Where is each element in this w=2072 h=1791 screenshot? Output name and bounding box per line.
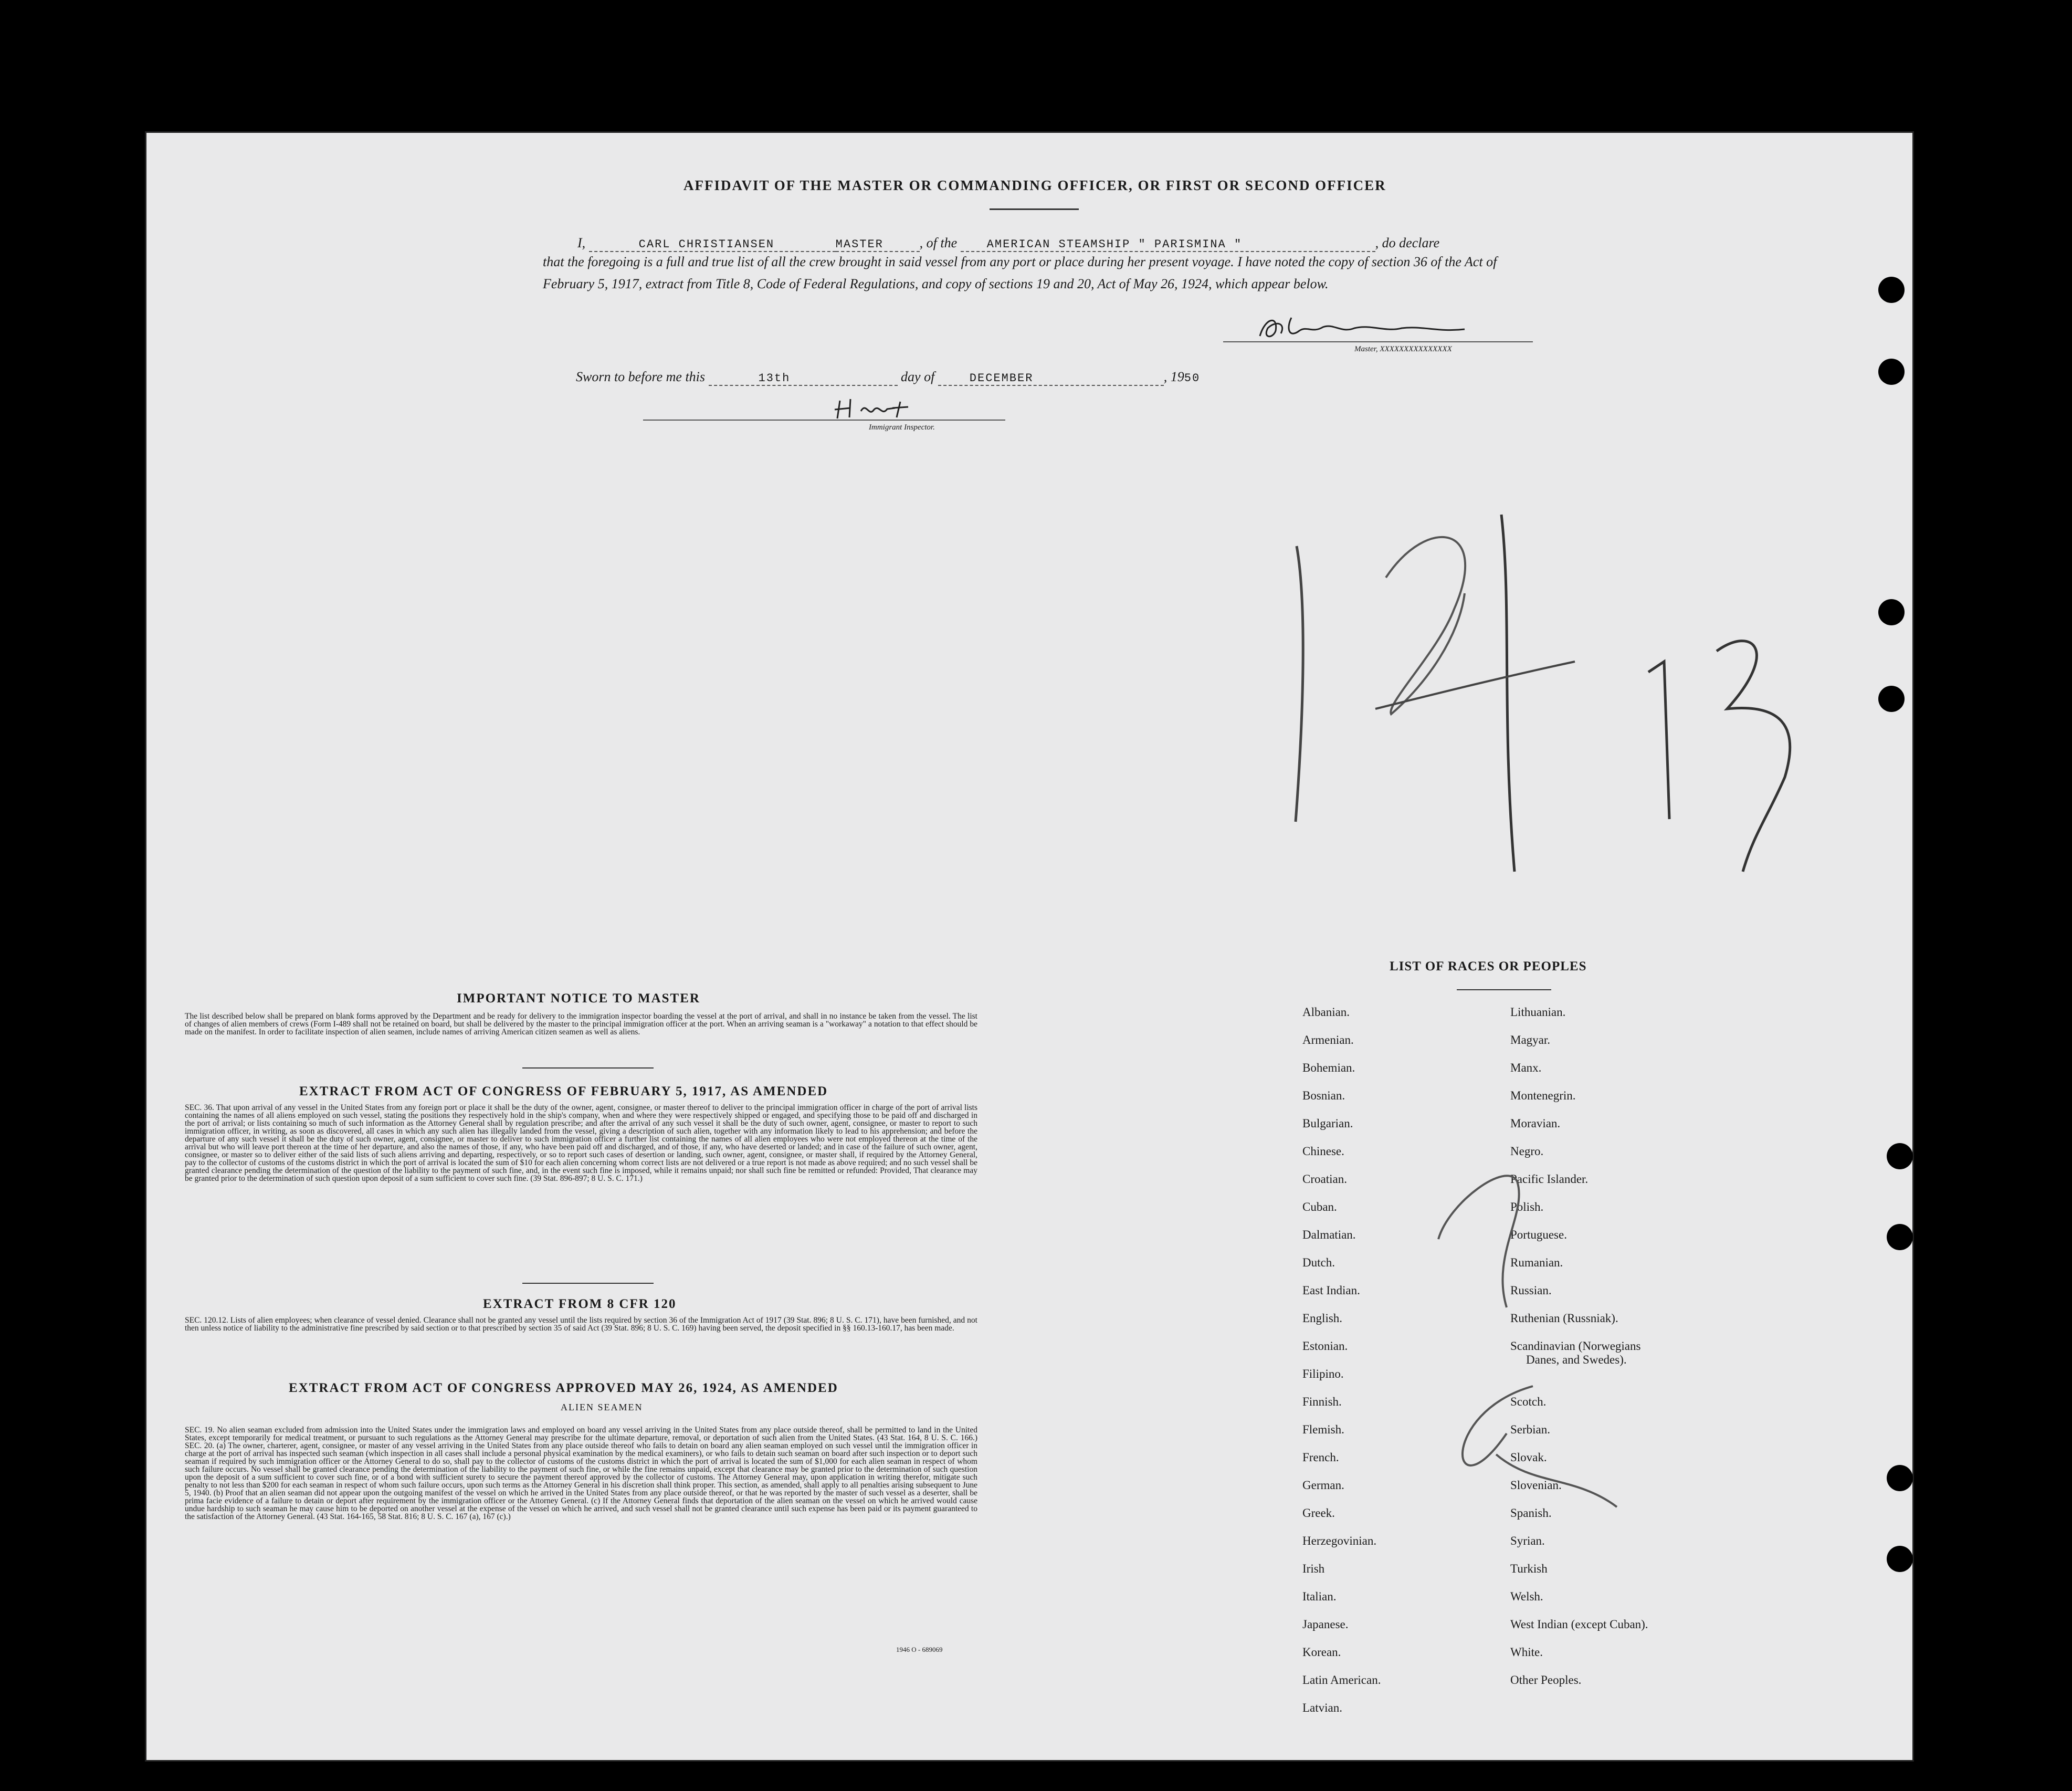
race-item: Slovenian. xyxy=(1510,1479,1562,1492)
punch-hole xyxy=(1887,1546,1913,1572)
race-item: Ruthenian (Russniak). xyxy=(1510,1312,1618,1325)
year-prefix: , 19 xyxy=(1163,369,1184,384)
race-item: Estonian. xyxy=(1302,1339,1348,1353)
extract-cfr-title: EXTRACT FROM 8 CFR 120 xyxy=(483,1297,677,1311)
race-item: Serbian. xyxy=(1510,1423,1551,1436)
punch-hole xyxy=(1878,277,1905,303)
sworn-day: 13th xyxy=(758,372,791,385)
sworn-line xyxy=(576,369,1200,386)
master-signature xyxy=(1249,307,1522,344)
extract-1924-title: EXTRACT FROM ACT OF CONGRESS APPROVED MAY 26, 1924, AS AMENDED xyxy=(289,1381,838,1395)
notice-divider xyxy=(522,1067,654,1069)
extract-1917-title: EXTRACT FROM ACT OF CONGRESS OF FEBRUARY 5, 1917, AS AMENDED xyxy=(299,1084,828,1098)
notice-text: The list described below shall be prepared on blank forms approved by the Department and be ready for delivery to the immigration inspector boarding the vessel at the port of arrival, and shall in no instance be taken from the vessel. The list of changes of alien members of crews (Form I-489 shall not be retained on board, but shall be delivered by the master to the principal immigration officer at the port. When an arriving seaman is a "workaway" a notation to that effect should be made on the manifest. In order to facilitate inspection of alien seamen, include names of arriving American citizen seamen as well as aliens. xyxy=(185,1012,977,1036)
race-item: Filipino. xyxy=(1302,1367,1344,1380)
notice-title: IMPORTANT NOTICE TO MASTER xyxy=(457,991,700,1006)
declaration-statement: that the foregoing is a full and true list of all the crew brought in said vessel from any port or place during her present voyage. I have noted the copy of section 36 of the Act of February 5, 1917, extract from Title 8, Code of Federal Regulations, and copy of sections 19 and 20, Act of May 26, 1924, which appear below. xyxy=(543,254,1497,291)
race-item: Korean. xyxy=(1302,1646,1341,1659)
race-item: Greek. xyxy=(1302,1506,1335,1520)
race-item: Portuguese. xyxy=(1510,1228,1567,1241)
extract-1917-text: SEC. 36. That upon arrival of any vessel in the United States from any foreign port or place it shall be the duty of the owner, agent, consignee, or master thereof to deliver to the principal immigration officer in charge of the port of arrival lists containing the names of all aliens employed on such vessel, stating the positions they respectively hold in the ship's company, when and where they were respectively shipped or engaged, and specifying those to be paid off and discharged in the port of arrival; or lists containing so much of such information as the Attorney General shall by regulation prescribe; and after the arrival of any such vessel it shall be the duty of such owner, agent, consignee, or master to report to such immigration officer, in writing, as soon as discovered, all cases in which any such alien has illegally landed from the vessel, giving a description of such alien, together with any information likely to lead to his apprehension; and before the departure of any such vessel it shall be the duty of such owner, agent, consignee, or master to deliver to such immigration officer a further list containing the names of all alien employees who were not employed thereon at the time of the arrival but who will leave port thereon at the time of her departure, and also the names of those, if any, who have been paid off and discharged, and of those, if any, who have deserted or landed; and in case of the failure of such owner, agent, consignee, or master so to deliver either of the said lists of such aliens arriving and departing, respectively, or so to report such cases of desertion or landing, such owner, agent, consignee, or master shall, if required by the Attorney General, pay to the collector of customs of the customs district in which the port of arrival is located the sum of $10 for each alien concerning whom correct lists are not delivered or a true report is not made as above required; and no such vessel shall be granted clearance pending the determination of the question of the liability to the payment of such fine, and, in the event such fine is imposed, while it remains unpaid; nor shall such fine be remitted or refunded: Provided, That clearance may be granted prior to the determination of such question upon deposit of a sum sufficient to cover such fine. (39 Stat. 896-897; 8 U. S. C. 171.) xyxy=(185,1103,977,1183)
race-item: Moravian. xyxy=(1510,1117,1561,1130)
inspector-line xyxy=(643,420,1005,421)
race-item: Bohemian. xyxy=(1302,1061,1355,1074)
handwritten-number xyxy=(1281,504,1816,882)
race-item: Bulgarian. xyxy=(1302,1117,1353,1130)
race-item: Syrian. xyxy=(1510,1534,1545,1547)
punch-hole xyxy=(1878,359,1905,385)
race-item: Croatian. xyxy=(1302,1172,1347,1186)
of-the-text: , of the xyxy=(919,235,958,250)
race-item: White. xyxy=(1510,1646,1543,1659)
races-divider xyxy=(1457,989,1551,990)
pronoun: I, xyxy=(577,235,586,250)
vessel-name: AMERICAN STEAMSHIP " PARISMINA " xyxy=(986,238,1243,251)
day-of-text: day of xyxy=(901,369,935,384)
race-item: Welsh. xyxy=(1510,1590,1543,1603)
handwritten-mark-2 xyxy=(1428,1139,1627,1517)
race-item: Latvian. xyxy=(1302,1701,1342,1714)
race-item: Dalmatian. xyxy=(1302,1228,1356,1241)
extract-1924-text: SEC. 19. No alien seaman excluded from admission into the United States under the immigration laws and employed on board any vessel arriving in the United States from any place outside thereof, shall be permitted to land in the United States, except temporarily for medical treatment, or pursuant to such regulations as the Attorney General may prescribe for the ultimate departure, removal, or deportation of such alien from the United States. (43 Stat. 164, 8 U. S. C. 166.) SEC. 20. (a) The owner, charterer, agent, consignee, or master of any vessel arriving in the United States from any place outside thereof who fails to detain on board any alien seaman employed on such vessel until the immigration officer in charge at the port of arrival has inspected such seaman (which inspection in all cases shall include a personal physical examination by the medical examiners), or who fails to detain such seaman on board after such inspection or to deport such seaman if required by such immigration officer or the Attorney General to do so, shall pay to the collector of customs of the customs district in which the port of arrival is located the sum of $1,000 for each alien seaman in respect of whom such failure occurs. No vessel shall be granted clearance pending the determination of the liability to the payment of such fine, or while the fine remains unpaid, except that clearance may be granted prior to the determination of such question upon the deposit of a sum sufficient to cover such fine, or of a bond with sufficient surety to secure the payment thereof approved by the collector of customs. The Attorney General may, upon application in writing therefor, mitigate such penalty to not less than $200 for each seaman in respect of whom such failure occurs, upon such terms as the Attorney General in his discretion shall think proper. This section, as amended, shall apply to all penalties arising subsequent to June 5, 1940. (b) Proof that an alien seaman did not appear upon the outgoing manifest of the vessel on which he arrived in the United States from any place outside thereof, or that he was reported by the master of such vessel as a deserter, shall be prima facie evidence of a failure to detain or deport after requirement by the immigration officer or the Attorney General. (c) If the Attorney General finds that deportation of the alien seaman on the vessel on which he arrived would cause undue hardship to such seaman he may cause him to be deported on another vessel at the expense of the vessel on which he arrived, and such vessel shall not be granted clearance until such expense has been paid or its payment guaranteed to the satisfaction of the Attorney General. (43 Stat. 164-165, 58 Stat. 816; 8 U. S. C. 167 (a), 167 (c).) xyxy=(185,1426,977,1521)
inspector-signature xyxy=(829,396,934,423)
race-item: Irish xyxy=(1302,1562,1325,1575)
race-item: Scandinavian (Norwegians xyxy=(1510,1339,1641,1353)
race-item: Chinese. xyxy=(1302,1145,1344,1158)
extract-1917-divider xyxy=(522,1283,654,1284)
race-item: Montenegrin. xyxy=(1510,1089,1576,1102)
sworn-month: DECEMBER xyxy=(969,372,1034,385)
punch-hole xyxy=(1887,1465,1913,1491)
race-item: Scotch. xyxy=(1510,1395,1547,1408)
race-item: East Indian. xyxy=(1302,1284,1360,1297)
race-item: Italian. xyxy=(1302,1590,1337,1603)
race-item: Cuban. xyxy=(1302,1200,1337,1213)
declaration-line xyxy=(577,235,1439,252)
race-item: Latin American. xyxy=(1302,1673,1381,1687)
race-item: Albanian. xyxy=(1302,1006,1350,1019)
sworn-prefix: Sworn to before me this xyxy=(576,369,706,384)
signature-caption: Master, XXXXXXXXXXXXXXX xyxy=(1354,345,1452,353)
race-item: Turkish xyxy=(1510,1562,1548,1575)
title-divider xyxy=(990,208,1079,210)
race-item: Lithuanian. xyxy=(1510,1006,1566,1019)
punch-hole xyxy=(1878,686,1905,712)
race-item: Armenian. xyxy=(1302,1033,1354,1046)
races-title: LIST OF RACES OR PEOPLES xyxy=(1390,959,1587,973)
race-item: Pacific Islander. xyxy=(1510,1172,1589,1186)
race-item: Polish. xyxy=(1510,1200,1544,1213)
do-declare-text: , do declare xyxy=(1375,235,1440,250)
inspector-caption: Immigrant Inspector. xyxy=(869,423,935,432)
extract-1924-subtitle: ALIEN SEAMEN xyxy=(561,1402,643,1412)
affidavit-title: AFFIDAVIT OF THE MASTER OR COMMANDING OFFICER, OR FIRST OR SECOND OFFICER xyxy=(683,177,1386,193)
race-item: Japanese. xyxy=(1302,1618,1349,1631)
signature-line xyxy=(1223,341,1533,342)
race-item: Magyar. xyxy=(1510,1033,1551,1046)
race-item: Bosnian. xyxy=(1302,1089,1345,1102)
print-code: 1946 O - 689069 xyxy=(896,1646,943,1653)
year-suffix: 50 xyxy=(1184,372,1201,385)
race-item: Rumanian. xyxy=(1510,1256,1563,1269)
race-item: Manx. xyxy=(1510,1061,1542,1074)
race-item: Spanish. xyxy=(1510,1506,1552,1520)
master-rank: MASTER xyxy=(835,238,884,251)
race-item: Danes, and Swedes). xyxy=(1526,1353,1627,1366)
races-left-column xyxy=(1302,1006,1381,1729)
race-item: French. xyxy=(1302,1451,1339,1464)
extract-cfr-text: SEC. 120.12. Lists of alien employees; when clearance of vessel denied. Clearance shall not be granted any vessel until the lists required by section 36 of the Immigration Act of 1917 (39 Stat. 896; 8 U. S. C. 171), have been furnished, and not then unless notice of liability to the administrative fine prescribed by said section or to that prescribed by section 35 of said Act (39 Stat. 896; 8 U. S. C. 169) having been served, the deposit specified in §§ 160.13-160.17, has been made. xyxy=(185,1316,977,1333)
race-item: Herzegovinian. xyxy=(1302,1534,1377,1547)
race-item: Other Peoples. xyxy=(1510,1673,1582,1687)
race-item: Russian. xyxy=(1510,1284,1552,1297)
race-item: West Indian (except Cuban). xyxy=(1510,1618,1648,1631)
punch-hole xyxy=(1878,599,1905,625)
race-item: German. xyxy=(1302,1479,1344,1492)
race-item: English. xyxy=(1302,1312,1343,1325)
punch-hole xyxy=(1887,1143,1913,1169)
race-item: Finnish. xyxy=(1302,1395,1342,1408)
race-item: Negro. xyxy=(1510,1145,1544,1158)
race-item: Flemish. xyxy=(1302,1423,1344,1436)
race-item: Dutch. xyxy=(1302,1256,1335,1269)
race-item: Slovak. xyxy=(1510,1451,1547,1464)
master-name: CARL CHRISTIANSEN xyxy=(638,238,775,251)
punch-hole xyxy=(1887,1224,1913,1250)
